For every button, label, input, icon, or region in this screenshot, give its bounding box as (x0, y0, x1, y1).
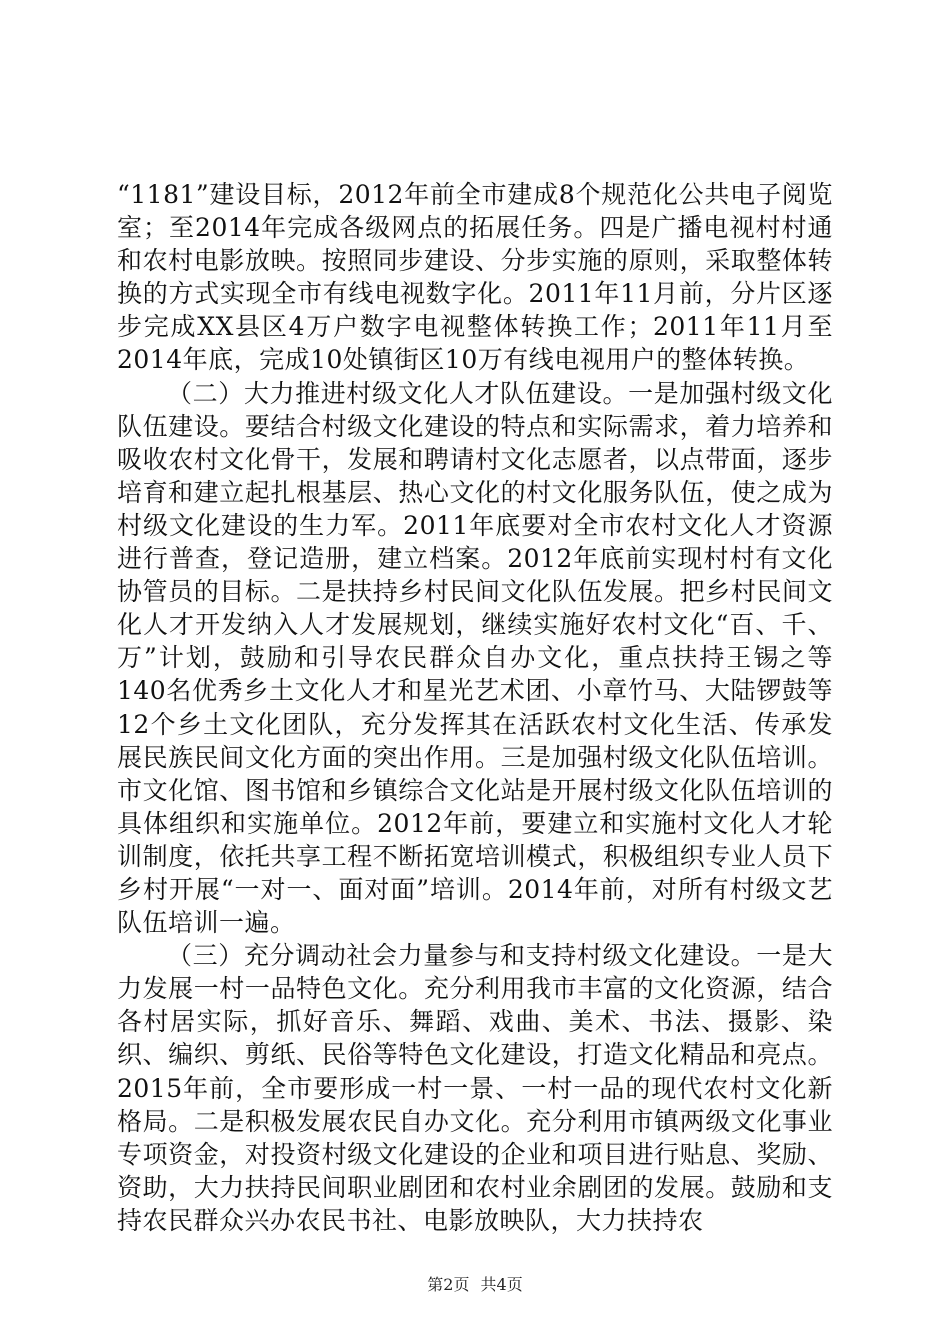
page-footer (0, 1272, 950, 1295)
paragraph-continuation: “1181”建设目标，2012年前全市建成8个规范化公共电子阅览室；至2014年完成各级网点的拓展任务。四是广播电视村村通和农村电影放映。按照同步建设、分步实施的原则，采取整体转换的方式实现全市有线电视数字化。2011年11月前，分片区逐步完成XX县区4万户数字电视整体转换工作；2011年11月至2014年底，完成10处镇街区10万有线电视用户的整体转换。 (117, 180, 833, 375)
paragraph-section-3: （三）充分调动社会力量参与和支持村级文化建设。一是大力发展一村一品特色文化。充分利用我市丰富的文化资源，结合各村居实际，抓好音乐、舞蹈、戏曲、美术、书法、摄影、染织、编织、剪纸、民俗等特色文化建设，打造文化精品和亮点。2015年前，全市要形成一村一景、一村一品的现代农村文化新格局。二是积极发展农民自办文化。充分利用市镇两级文化事业专项资金，对投资村级文化建设的企业和项目进行贴息、奖励、资助，大力扶持民间职业剧团和农村业余剧团的发展。鼓励和支持农民群众兴办农民书社、电影放映队，大力扶持农 (117, 941, 833, 1235)
page-number: 第2页 (427, 1275, 470, 1294)
page-total: 共4页 (480, 1275, 523, 1294)
paragraph-section-2: （二）大力推进村级文化人才队伍建设。一是加强村级文化队伍建设。要结合村级文化建设的特点和实际需求，着力培养和吸收农村文化骨干，发展和聘请村文化志愿者，以点带面，逐步培育和建立起扎根基层、热心文化的村文化服务队伍，使之成为村级文化建设的生力军。2011年底要对全市农村文化人才资源进行普查，登记造册，建立档案。2012年底前实现村村有文化协管员的目标。二是扶持乡村民间文化队伍发展。把乡村民间文化人才开发纳入人才发展规划，继续实施好农村文化“百、千、万”计划，鼓励和引导农民群众自办文化，重点扶持王锡之等140名优秀乡土文化人才和星光艺术团、小章竹马、大陆锣鼓等12个乡土文化团队，充分发挥其在活跃农村文化生活、传承发展民族民间文化方面的突出作用。三是加强村级文化队伍培训。市文化馆、图书馆和乡镇综合文化站是开展村级文化队伍培训的具体组织和实施单位。2012年前，要建立和实施村文化人才轮训制度，依托共享工程不断拓宽培训模式，积极组织专业人员下乡村开展“一对一、面对面”培训。2014年前，对所有村级文艺队伍培训一遍。 (117, 378, 833, 938)
document-body (117, 178, 833, 1237)
